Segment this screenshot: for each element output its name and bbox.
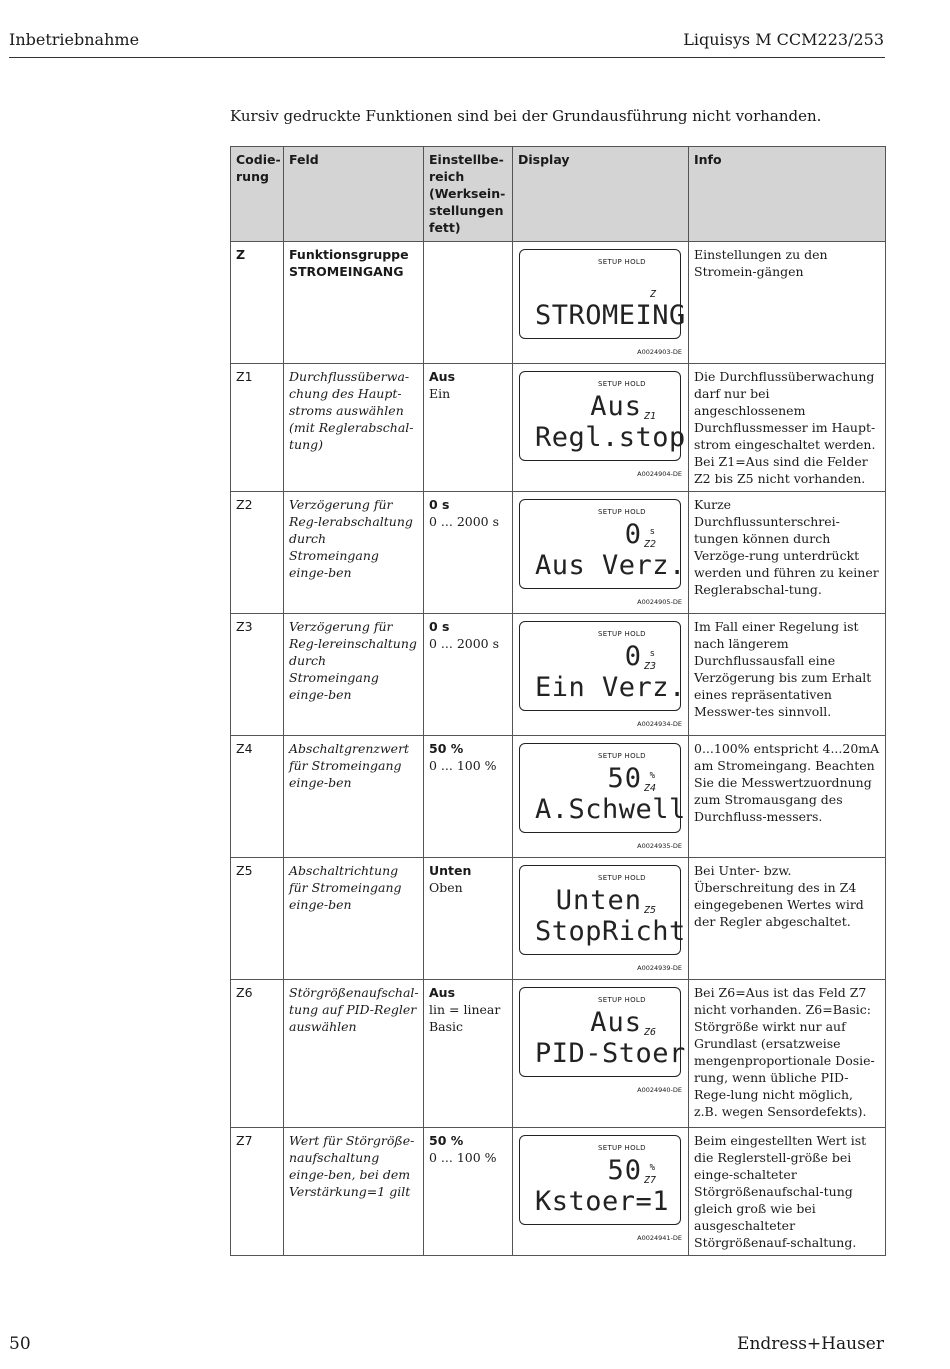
lcd-bottom-text: PID-Stoer [535,1038,686,1069]
row-display [513,980,689,1128]
lcd-field-code: Z4 [643,783,656,794]
row-info: Kurze Durchflussunterschrei-tungen können durch Verzöge-rung unterdrückt werden und führen zu keiner Reglerabschal-tung. [689,492,886,614]
range-option: 0 ... 100 % [429,1150,497,1165]
row-range [424,364,513,492]
lcd-field-code: Z3 [643,661,656,672]
row-range [424,614,513,736]
lcd-bottom-text: Kstoer=1 [535,1186,670,1217]
row-feld: Verzögerung für Reg-lereinschaltung durch Stromeingang einge-ben [284,614,424,736]
lcd-display [519,371,686,461]
row-feld: Wert für Störgröße-naufschaltung einge-ben, bei dem Verstärkung=1 gilt [284,1128,424,1256]
table-row [231,492,886,614]
lcd-field-code: Z [649,289,656,300]
row-range [424,858,513,980]
lcd-setup-hold: SETUP HOLD [598,752,646,760]
lcd-display [519,499,686,589]
range-default: Unten [429,863,472,878]
lcd-display [519,987,686,1077]
table-header-row [231,147,886,242]
range-default: Aus [429,369,456,384]
header-feld: Feld [284,147,424,242]
lcd-main-value: Unten [555,885,642,916]
figure-reference: A0024903-DE [637,348,682,356]
lcd-bottom-text: StopRicht [535,916,686,947]
row-code: Z6 [231,980,284,1128]
header-display: Display [513,147,689,242]
row-range [424,736,513,858]
header-product: Liquisys M CCM223/253 [683,30,884,49]
table-row [231,980,886,1128]
lcd-bottom-text: Ein Verz. [535,672,686,703]
row-display [513,364,689,492]
header-rule [9,57,885,58]
figure-reference: A0024904-DE [637,470,682,478]
row-info: Die Durchflussüberwachung darf nur bei angeschlossenem Durchflussmesser im Haupt-strom eingeschaltet werden. Bei Z1=Aus sind die Felder Z2 bis Z5 nicht vorhanden. [689,364,886,492]
lcd-main-value: Aus [590,391,642,422]
row-display [513,858,689,980]
row-feld: Verzögerung für Reg-lerabschaltung durch Stromeingang einge-ben [284,492,424,614]
row-range [424,492,513,614]
lcd-display [519,621,686,711]
row-code: Z [231,242,284,364]
lcd-setup-hold: SETUP HOLD [598,874,646,882]
row-code: Z3 [231,614,284,736]
range-option: Basic [429,1019,464,1034]
row-display [513,242,689,364]
row-feld: Störgrößenaufschal-tung auf PID-Regler auswählen [284,980,424,1128]
lcd-display [519,865,686,955]
lcd-setup-hold: SETUP HOLD [598,630,646,638]
row-info: Einstellungen zu den Stromein-gängen [689,242,886,364]
lcd-main-value: 50 [607,763,642,794]
row-display [513,614,689,736]
range-default: Aus [429,985,456,1000]
row-feld: Funktionsgruppe STROMEINGANG [284,242,424,364]
row-code: Z5 [231,858,284,980]
lcd-setup-hold: SETUP HOLD [598,996,646,1004]
lcd-bottom-text: STROMEING [535,300,686,331]
range-default: 50 % [429,741,464,756]
range-option: Ein [429,386,451,401]
range-default: 0 s [429,497,450,512]
range-option: Oben [429,880,463,895]
lcd-unit: % [649,1163,655,1173]
figure-reference: A0024934-DE [637,720,682,728]
table-row [231,614,886,736]
page-number: 50 [9,1334,31,1354]
table-row [231,736,886,858]
figure-reference: A0024939-DE [637,964,682,972]
row-info: Bei Unter- bzw. Überschreitung des in Z4 eingegebenen Wertes wird der Regler abgeschaltet. [689,858,886,980]
table-row [231,858,886,980]
row-info: Bei Z6=Aus ist das Feld Z7 nicht vorhanden. Z6=Basic: Störgröße wirkt nur auf Grundlast (ersatzweise mengenproportionale Dosie-rung, wenn übliche PID-Rege-lung nicht möglich, z.B. wegen Sensordefekts). [689,980,886,1128]
row-display [513,1128,689,1256]
lcd-unit: % [649,771,655,781]
row-code: Z4 [231,736,284,858]
header-section: Inbetriebnahme [9,30,140,49]
figure-reference: A0024935-DE [637,842,682,850]
lcd-bottom-text: A.Schwell [535,794,686,825]
lcd-field-code: Z5 [643,905,656,916]
lcd-unit: s [649,649,655,659]
lcd-field-code: Z2 [643,539,656,550]
lcd-setup-hold: SETUP HOLD [598,508,646,516]
row-range [424,242,513,364]
row-range [424,980,513,1128]
lcd-bottom-text: Regl.stop [535,422,686,453]
row-code: Z7 [231,1128,284,1256]
table-row [231,364,886,492]
row-display [513,492,689,614]
row-info: Im Fall einer Regelung ist nach längerem Durchflussausfall eine Verzögerung bis zum Erhalt eines repräsentativen Messwer-tes sinnvoll. [689,614,886,736]
settings-table [230,146,886,1256]
row-code: Z2 [231,492,284,614]
table-row [231,1128,886,1256]
intro-text: Kursiv gedruckte Funktionen sind bei der Grundausführung nicht vorhanden. [230,107,822,125]
range-option: 0 ... 100 % [429,758,497,773]
lcd-setup-hold: SETUP HOLD [598,1144,646,1152]
figure-reference: A0024941-DE [637,1234,682,1242]
header-info: Info [689,147,886,242]
range-option: lin = linear [429,1002,501,1017]
lcd-unit: s [649,527,655,537]
range-default: 50 % [429,1133,464,1148]
table-row [231,242,886,364]
range-default: 0 s [429,619,450,634]
row-feld: Abschaltrichtung für Stromeingang einge-ben [284,858,424,980]
row-info: Beim eingestellten Wert ist die Reglerstell-größe bei einge-schalteter Störgrößenaufschal-tung gleich groß wie bei ausgeschalteter Störgrößenauf-schaltung. [689,1128,886,1256]
row-range [424,1128,513,1256]
header-code: Codie-rung [231,147,284,242]
lcd-bottom-text: Aus Verz. [535,550,686,581]
row-code: Z1 [231,364,284,492]
range-option: 0 ... 2000 s [429,514,500,529]
lcd-display [519,743,686,833]
lcd-main-value: 0 [624,641,642,672]
figure-reference: A0024940-DE [637,1086,682,1094]
lcd-field-code: Z7 [643,1175,656,1186]
footer-brand: Endress+Hauser [737,1334,884,1354]
lcd-field-code: Z6 [643,1027,656,1038]
lcd-setup-hold: SETUP HOLD [598,258,646,266]
lcd-display [519,249,686,339]
row-feld: Durchflussüberwa-chung des Haupt-stroms auswählen (mit Reglerabschal-tung) [284,364,424,492]
lcd-main-value: 0 [624,519,642,550]
figure-reference: A0024905-DE [637,598,682,606]
lcd-display [519,1135,681,1225]
range-option: 0 ... 2000 s [429,636,500,651]
lcd-setup-hold: SETUP HOLD [598,380,646,388]
row-info: 0...100% entspricht 4...20mA am Stromeingang. Beachten Sie die Messwertzuordnung zum Stromausgang des Durchfluss-messers. [689,736,886,858]
header-range: Einstellbe-reich (Werksein-stellungen fett) [424,147,513,242]
lcd-main-value: Aus [590,1007,642,1038]
row-feld: Abschaltgrenzwert für Stromeingang einge-ben [284,736,424,858]
lcd-field-code: Z1 [643,411,656,422]
lcd-main-value: 50 [607,1155,642,1186]
row-display [513,736,689,858]
